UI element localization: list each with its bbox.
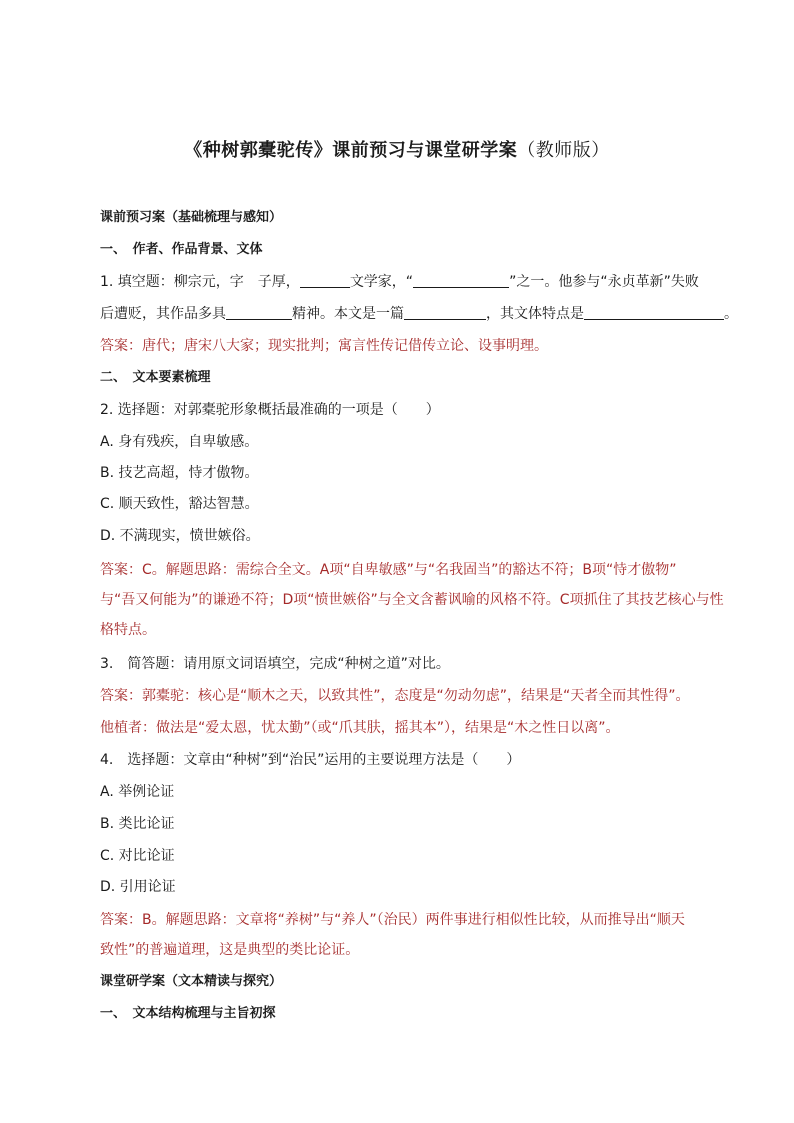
q2-answer-line2: 与“吾又何能为”的谦逊不符；D项“愤世嫉俗”与全文含蓄讽喻的风格不符。C项抓住了其技艺核心与性 (100, 592, 724, 608)
q2-answer-line1: 答案：C。解题思路：需综合全文。A项“自卑敏感”与“名我固当”的豁达不符；B项“恃才傲物” (100, 562, 677, 578)
q4-option-d[interactable]: D. 引用论证 (100, 879, 176, 895)
section-preview-heading: 课前预习案（基础梳理与感知） (100, 210, 283, 225)
q2-option-c[interactable]: C. 顺天致性，豁达智慧。 (100, 496, 259, 512)
part3-heading: 一、 文本结构梳理与主旨初探 (100, 1006, 276, 1021)
q1-text-f: ，其文体特点是 (486, 306, 584, 322)
q2-option-d[interactable]: D. 不满现实，愤世嫉俗。 (100, 528, 260, 544)
q1-blank-1[interactable] (300, 273, 350, 288)
title-main: 《种树郭橐驼传》课前预习与课堂研学案 (184, 140, 518, 161)
q2-option-a[interactable]: A. 身有残疾，自卑敏感。 (100, 434, 259, 450)
q4-option-a[interactable]: A. 举例论证 (100, 784, 175, 800)
q1-line1 (100, 272, 740, 292)
q3-answer-line1: 答案：郭橐驼：核心是“顺木之天，以致其性”，态度是“勿动勿虑”，结果是“天者全而其性得”。 (100, 688, 690, 704)
title-sub: （教师版） (517, 140, 610, 161)
q1-text-g: 。 (724, 306, 738, 322)
q2-question: 2. 选择题：对郭橐驼形象概括最准确的一项是（ ） (100, 402, 440, 418)
q1-text-c: ”之一。他参与“永贞革新”失败 (509, 274, 699, 290)
q1-blank-2[interactable] (413, 273, 509, 288)
q2-option-b[interactable]: B. 技艺高超，恃才傲物。 (100, 465, 259, 481)
q3-question: 3. 简答题：请用原文词语填空，完成“种树之道”对比。 (100, 656, 450, 672)
part2-heading: 二、 文本要素梳理 (100, 370, 211, 385)
q4-answer-line1: 答案：B。解题思路：文章将“养树”与“养人”（治民）两件事进行相似性比较，从而推导出“顺天 (100, 912, 685, 928)
page-title (0, 136, 794, 162)
section-class-heading: 课堂研学案（文本精读与探究） (100, 974, 283, 989)
q1-blank-3[interactable] (226, 305, 292, 320)
q4-question: 4. 选择题：文章由“种树”到“治民”运用的主要说理方法是（ ） (100, 752, 521, 768)
q1-blank-5[interactable] (584, 305, 724, 320)
q2-answer-line3: 格特点。 (100, 622, 156, 638)
q1-line2 (100, 304, 740, 324)
q1-text-e: 精神。本文是一篇 (292, 306, 404, 322)
q1-answer: 答案：唐代；唐宋八大家；现实批判；寓言性传记借传立论、设事明理。 (100, 338, 548, 354)
q3-answer-line2: 他植者：做法是“爱太恩，忧太勤”（或“爪其肤，摇其本”），结果是“木之性日以离”。 (100, 720, 620, 736)
q1-text-b: 文学家，“ (349, 274, 414, 290)
q4-answer-line2: 致性”的普遍道理，这是典型的类比论证。 (100, 942, 360, 958)
q1-text-d: 后遭贬，其作品多具 (100, 306, 226, 322)
q1-text-a: 1. 填空题：柳宗元，字 子厚， (100, 274, 300, 290)
q4-option-c[interactable]: C. 对比论证 (100, 848, 175, 864)
q4-option-b[interactable]: B. 类比论证 (100, 816, 175, 832)
q1-blank-4[interactable] (404, 305, 486, 320)
part1-heading: 一、 作者、作品背景、文体 (100, 242, 263, 257)
